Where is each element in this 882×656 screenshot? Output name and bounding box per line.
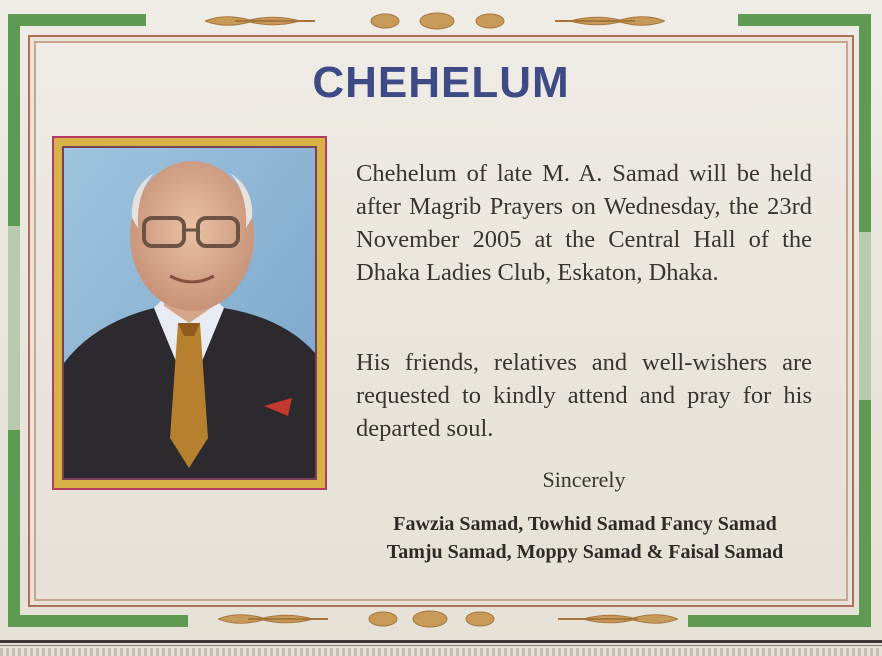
notice-paragraph-1: Chehelum of late M. A. Samad will be held after Magrib Prayers on Wednesday, the 23rd November 2005 at the Central Hall of the Dhaka Ladies Club, Eskaton, Dhaka. [356, 160, 812, 286]
ornament-top-icon [205, 11, 665, 31]
corner-bar-top-left-vertical [8, 14, 20, 226]
corner-bar-top-right [738, 14, 871, 26]
closing-text: Sincerely [542, 467, 626, 492]
corner-bar-bottom-right-vertical [859, 400, 871, 627]
notice-paragraph-2: His friends, relatives and well-wishers are requested to kindly attend and pray for his departed soul. [356, 349, 812, 442]
signatories-line-1: Fawzia Samad, Towhid Samad Fancy Samad [393, 513, 777, 535]
corner-bar-top-left [8, 14, 146, 26]
ornament-bottom-icon [218, 609, 678, 629]
notice-title: CHEHELUM [312, 58, 570, 107]
signatories-line-2: Tamju Samad, Moppy Samad & Faisal Samad [386, 541, 784, 563]
page-divider-thin [0, 645, 882, 646]
photo-frame [52, 136, 327, 490]
portrait-photo [62, 146, 317, 480]
page-divider [0, 640, 882, 643]
portrait-photo-icon [64, 148, 315, 478]
corner-bar-bottom-left [8, 615, 188, 627]
corner-bar-top-right-vertical [859, 14, 871, 232]
corner-bar-bottom-left-vertical [8, 430, 20, 627]
corner-bar-bottom-right [688, 615, 871, 627]
footer-text-strip [0, 648, 882, 656]
